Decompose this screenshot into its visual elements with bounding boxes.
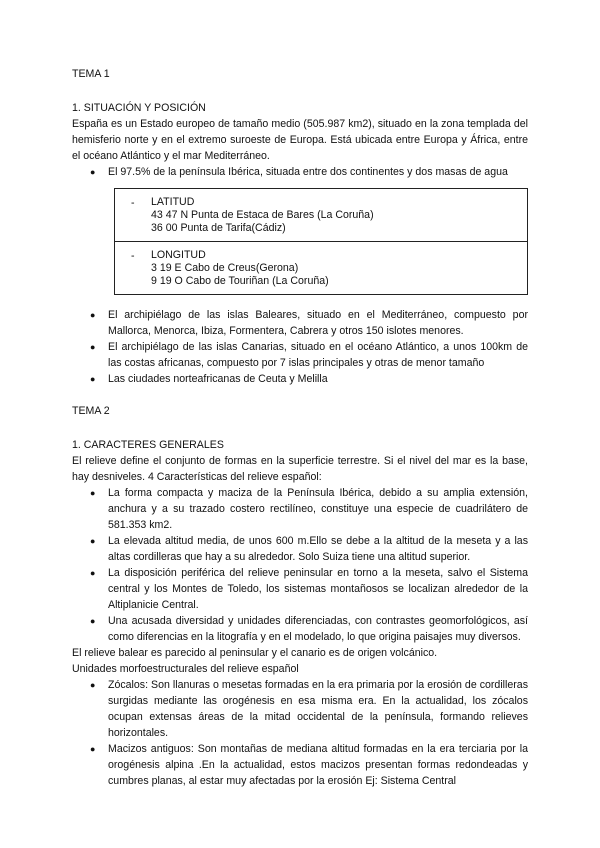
list-item: ● El archipiélago de las islas Canarias, situado en el océano Atlántico, a unos 100km de las costas africanas, compuesto por 7 islas principales y otras de menor tamaño xyxy=(72,339,528,371)
list-item: ● Las ciudades norteafricanas de Ceuta y Melilla xyxy=(72,371,528,387)
tema1-section-title: 1. SITUACIÓN Y POSICIÓN xyxy=(72,102,206,114)
latitud-line-2: 36 00 Punta de Tarifa(Cádiz) xyxy=(151,222,286,234)
latitud-cell xyxy=(115,189,527,241)
tema2-intro: El relieve define el conjunto de formas en la superficie terrestre. Si el nivel del mar es la base, hay desniveles. 4 Características del relieve español: xyxy=(72,455,528,483)
tema2-section-title: 1. CARACTERES GENERALES xyxy=(72,439,224,451)
tema2-characteristics-list xyxy=(72,485,528,645)
list-item: ● Una acusada diversidad y unidades diferenciadas, con contrastes geomorfológicos, así como diferencias en la litografía y en el modelado, lo que origina paisajes muy diversos. xyxy=(72,613,528,645)
list-item: ● El archipiélago de las islas Baleares, situado en el Mediterráneo, compuesto por Mallorca, Menorca, Ibiza, Formentera, Cabrera y otros 150 islotes menores. xyxy=(72,307,528,339)
list-item: ● La elevada altitud media, de unos 600 m.Ello se debe a la altitud de la meseta y a las altas cordilleras que hay a su alrededor. Solo Suiza tiene una altitud superior. xyxy=(72,533,528,565)
list-item: ● El 97.5% de la península Ibérica, situada entre dos continentes y dos masas de agua xyxy=(72,164,528,180)
tema1-territory-list xyxy=(72,307,528,387)
list-item: ● La forma compacta y maciza de la Península Ibérica, debido a su amplia extensión, anchura y a su trazado costero rectilíneo, constituye una especie de cuadrilátero de 581.353 km2. xyxy=(72,485,528,533)
tema1-title: TEMA 1 xyxy=(72,68,110,80)
list-item: ● La disposición periférica del relieve peninsular en torno a la meseta, salvo el Sistema central y los Montes de Toledo, los sistemas montañosos se localizan alrededor de la Altiplanicie Central. xyxy=(72,565,528,613)
document-page xyxy=(72,66,528,789)
tema2-balear-line: El relieve balear es parecido al peninsular y el canario es de origen volcánico. xyxy=(72,647,438,659)
tema1-intro-list xyxy=(72,164,528,180)
tema2-unidades-title: Unidades morfoestructurales del relieve español xyxy=(72,663,299,675)
tema2-unidades-list xyxy=(72,677,528,789)
dash-marker: - xyxy=(131,250,135,262)
longitud-line-1: 3 19 E Cabo de Creus(Gerona) xyxy=(151,262,299,274)
tema1-intro: España es un Estado europeo de tamaño medio (505.987 km2), situado en la zona templada del hemisferio norte y en el extremo suroeste de Europa. Está ubicada entre Europa y África, entre el océano Atlántico y el mar Mediterráneo. xyxy=(72,118,528,162)
list-item: ● Zócalos: Son llanuras o mesetas formadas en la era primaria por la erosión de cordilleras surgidas mediante las orogénesis en esa misma era. En la actualidad, los zócalos ocupan extensas áreas de la mitad occidental de la península, formando relieves horizontales. xyxy=(72,677,528,741)
latitud-line-1: 43 47 N Punta de Estaca de Bares (La Coruña) xyxy=(151,209,374,221)
coordinates-table xyxy=(114,188,528,295)
longitud-label: LONGITUD xyxy=(151,249,206,261)
dash-marker: - xyxy=(131,197,135,209)
longitud-line-2: 9 19 O Cabo de Touriñan (La Coruña) xyxy=(151,275,329,287)
longitud-cell xyxy=(115,241,527,294)
tema2-title: TEMA 2 xyxy=(72,405,110,417)
latitud-label: LATITUD xyxy=(151,196,195,208)
list-item: ● Macizos antiguos: Son montañas de mediana altitud formadas en la era terciaria por la orogénesis alpina .En la actualidad, estos macizos presentan formas redondeadas y cumbres planas, al estar muy afectadas por la erosión Ej: Sistema Central xyxy=(72,741,528,789)
